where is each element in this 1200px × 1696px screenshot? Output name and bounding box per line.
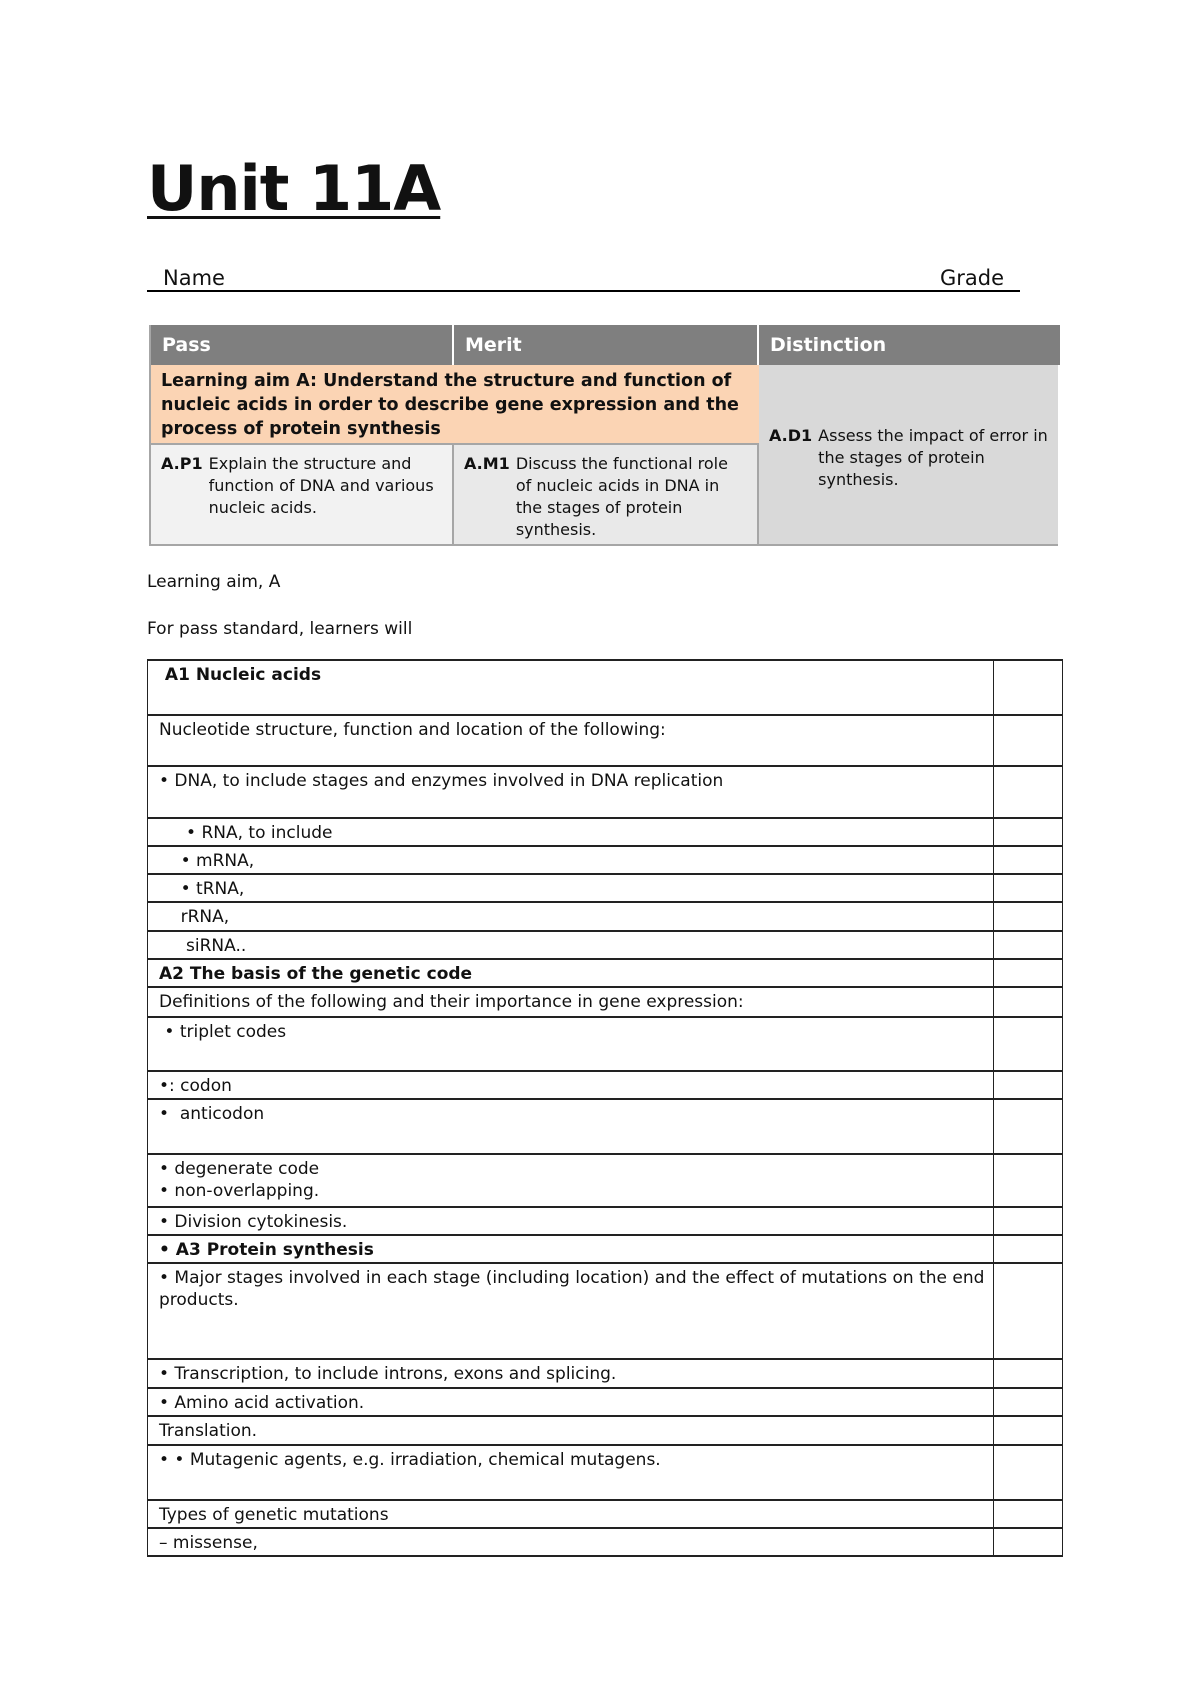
table-row — [147, 1501, 1063, 1529]
table-row — [147, 1072, 1063, 1100]
check-cell[interactable] — [994, 1018, 1062, 1070]
check-cell[interactable] — [994, 875, 1062, 901]
table-row — [147, 767, 1063, 819]
table-row — [147, 1155, 1063, 1208]
row-text: • Major stages involved in each stage (including location) and the effect of mutations on the end products. — [148, 1264, 994, 1358]
row-text: • mRNA, — [148, 847, 994, 873]
row-text: • A3 Protein synthesis — [148, 1236, 994, 1262]
row-text: • DNA, to include stages and enzymes involved in DNA replication — [148, 767, 994, 817]
check-cell[interactable] — [994, 716, 1062, 765]
table-row — [147, 716, 1063, 767]
row-text: • degenerate code • non-overlapping. — [148, 1155, 994, 1206]
check-cell[interactable] — [994, 903, 1062, 930]
row-text: Nucleotide structure, function and location of the following: — [148, 716, 994, 765]
check-cell[interactable] — [994, 1501, 1062, 1527]
pass-code: A.P1 — [161, 454, 203, 473]
row-text: • Division cytokinesis. — [148, 1208, 994, 1234]
merit-text: Discuss the functional role of nucleic acids in DNA in the stages of protein synthesis. — [515, 454, 728, 539]
table-row — [147, 1529, 1063, 1557]
header-merit: Merit — [454, 325, 759, 365]
distinction-code: A.D1 — [769, 426, 813, 445]
row-text: • • Mutagenic agents, e.g. irradiation, chemical mutagens. — [148, 1446, 994, 1499]
page-title: Unit 11A — [147, 152, 441, 225]
check-cell[interactable] — [994, 847, 1062, 873]
check-cell[interactable] — [994, 1446, 1062, 1499]
row-text: Definitions of the following and their importance in gene expression: — [148, 988, 994, 1016]
content-checklist-table — [147, 659, 1063, 1557]
row-text: Types of genetic mutations — [148, 1501, 994, 1527]
distinction-criterion — [759, 365, 1058, 544]
row-text: • tRNA, — [148, 875, 994, 901]
row-text: Translation. — [148, 1417, 994, 1444]
distinction-text: Assess the impact of error in the stages of protein synthesis. — [818, 426, 1048, 489]
check-cell[interactable] — [994, 1389, 1062, 1415]
table-row — [147, 1236, 1063, 1264]
table-row — [147, 1018, 1063, 1072]
check-cell[interactable] — [994, 767, 1062, 817]
table-row — [147, 875, 1063, 903]
table-row — [147, 1100, 1063, 1155]
check-cell[interactable] — [994, 661, 1062, 714]
check-cell[interactable] — [994, 1360, 1062, 1387]
table-row — [147, 988, 1063, 1018]
row-text: rRNA, — [148, 903, 994, 930]
check-cell[interactable] — [994, 1072, 1062, 1098]
table-row — [147, 1208, 1063, 1236]
check-cell[interactable] — [994, 1100, 1062, 1153]
table-row — [147, 932, 1063, 960]
pass-standard-line: For pass standard, learners will — [147, 619, 413, 639]
table-row — [147, 847, 1063, 875]
check-cell[interactable] — [994, 932, 1062, 958]
table-row — [147, 1360, 1063, 1389]
table-row — [147, 1446, 1063, 1501]
check-cell[interactable] — [994, 1236, 1062, 1262]
pass-text: Explain the structure and function of DNA and various nucleic acids. — [208, 454, 434, 517]
grading-criteria-table — [149, 325, 1058, 546]
row-text: •: codon — [148, 1072, 994, 1098]
row-text: • triplet codes — [148, 1018, 994, 1070]
row-text: • RNA, to include — [148, 819, 994, 845]
row-text: • anticodon — [148, 1100, 994, 1153]
row-text: • Amino acid activation. — [148, 1389, 994, 1415]
check-cell[interactable] — [994, 1264, 1062, 1358]
pass-criterion — [151, 445, 454, 544]
table-row — [147, 903, 1063, 932]
check-cell[interactable] — [994, 1208, 1062, 1234]
table-row — [147, 661, 1063, 716]
merit-criterion — [454, 445, 759, 544]
row-text: – missense, — [148, 1529, 994, 1555]
table-row — [147, 1417, 1063, 1446]
name-label: Name — [163, 266, 225, 290]
learning-aim-line: Learning aim, A — [147, 572, 281, 592]
header-pass: Pass — [151, 325, 454, 365]
table-row — [147, 1264, 1063, 1360]
learning-aim-a: Learning aim A: Understand the structure and function of nucleic acids in order to describe gene expression and the process of protein synthesis — [151, 365, 759, 445]
name-grade-line — [147, 266, 1020, 292]
row-text: • Transcription, to include introns, exons and splicing. — [148, 1360, 994, 1387]
check-cell[interactable] — [994, 1529, 1062, 1555]
table-row — [147, 819, 1063, 847]
table-row — [147, 960, 1063, 988]
row-text: A2 The basis of the genetic code — [148, 960, 994, 986]
check-cell[interactable] — [994, 819, 1062, 845]
row-text: A1 Nucleic acids — [148, 661, 994, 714]
header-distinction: Distinction — [759, 325, 1060, 365]
check-cell[interactable] — [994, 960, 1062, 986]
row-text: siRNA.. — [148, 932, 994, 958]
check-cell[interactable] — [994, 1417, 1062, 1444]
table-row — [147, 1389, 1063, 1417]
check-cell[interactable] — [994, 1155, 1062, 1206]
grade-label: Grade — [940, 266, 1005, 290]
merit-code: A.M1 — [464, 454, 510, 473]
check-cell[interactable] — [994, 988, 1062, 1016]
